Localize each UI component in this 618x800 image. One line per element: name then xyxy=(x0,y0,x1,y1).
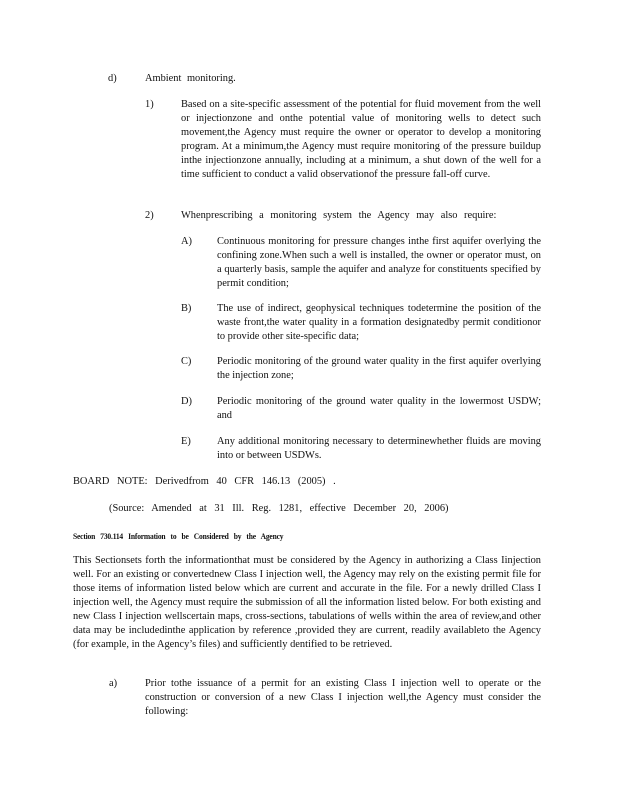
item-d2-label: 2) xyxy=(145,210,154,221)
section-heading: Section 730.114 Information to be Considered by the Agency xyxy=(73,532,284,541)
item-d2-b-text: The use of indirect, geophysical techniques todetermine the position of the waste front,the water quality in a formation designatedby permit conditionor to provide other site-specific data; xyxy=(217,303,541,342)
item-d2-a-text: Continuous monitoring for pressure changes inthe first aquifer overlying the confining zone.When such a well is installed, the owner or operator must, on a quarterly basis, sample the aquifer and analyze for constituents specified by permit condition; xyxy=(217,236,541,289)
item-d1-label: 1) xyxy=(145,99,154,110)
item-d2-b-label: B) xyxy=(181,303,192,314)
item-d2-c-text: Periodic monitoring of the ground water quality in the first aquifer overlying the injection zone; xyxy=(217,356,541,381)
board-note: BOARD NOTE: Derivedfrom 40 CFR 146.13 (2005) . xyxy=(73,476,336,487)
item-d2-e-text: Any additional monitoring necessary to determinewhether fluids are moving into or between USDWs. xyxy=(217,436,541,461)
item-d-label: d) xyxy=(108,73,117,84)
section-intro-paragraph: This Sectionsets forth the informationthat must be considered by the Agency in authorizing a Class Iinjection well. For an existing or convertednew Class I injection well, the Agency may rely on the existing permit file for those items of information listed below which are current and accurate in the file. For a newly drilled Class I injection well, the Agency must require the submission of all the information listed below. For both existing and new Class I injection wellscertain maps, cross-sections, tabulations of wells within the area of review,and other data may be includedinthe application by reference ,provided they are current, readily availableto the Agency (for example, in the Agency’s files) and sufficiently dentified to be retrieved. xyxy=(73,555,541,650)
item-d1-text: Based on a site-specific assessment of the potential for fluid movement from the well or injectionzone and onthe potential value of monitoring wells to detect such movement,the Agency must require the owner or operator to develop a monitoring program. At a minimum,the Agency must require monitoring of the pressure buildup inthe injectionzone annually, including at a minimum, a shut down of the well for a time sufficient to conduct a valid observationof the pressure fall-off curve. xyxy=(181,99,541,180)
item-d2-text: Whenprescribing a monitoring system the Agency may also require: xyxy=(181,210,497,221)
source-note: (Source: Amended at 31 Ill. Reg. 1281, effective December 20, 2006) xyxy=(109,503,449,514)
item-a-text: Prior tothe issuance of a permit for an existing Class I injection well to operate or the construction or conversion of a new Class I injection well,the Agency must consider the following: xyxy=(145,678,541,717)
item-a-label: a) xyxy=(109,678,118,689)
item-d2-d-label: D) xyxy=(181,396,192,407)
item-d2-e-label: E) xyxy=(181,436,191,447)
item-d2-a-label: A) xyxy=(181,236,192,247)
item-d2-d-text: Periodic monitoring of the ground water quality in the lowermost USDW; and xyxy=(217,396,541,421)
item-d2-c-label: C) xyxy=(181,356,192,367)
item-d-title: Ambient monitoring. xyxy=(145,73,236,84)
